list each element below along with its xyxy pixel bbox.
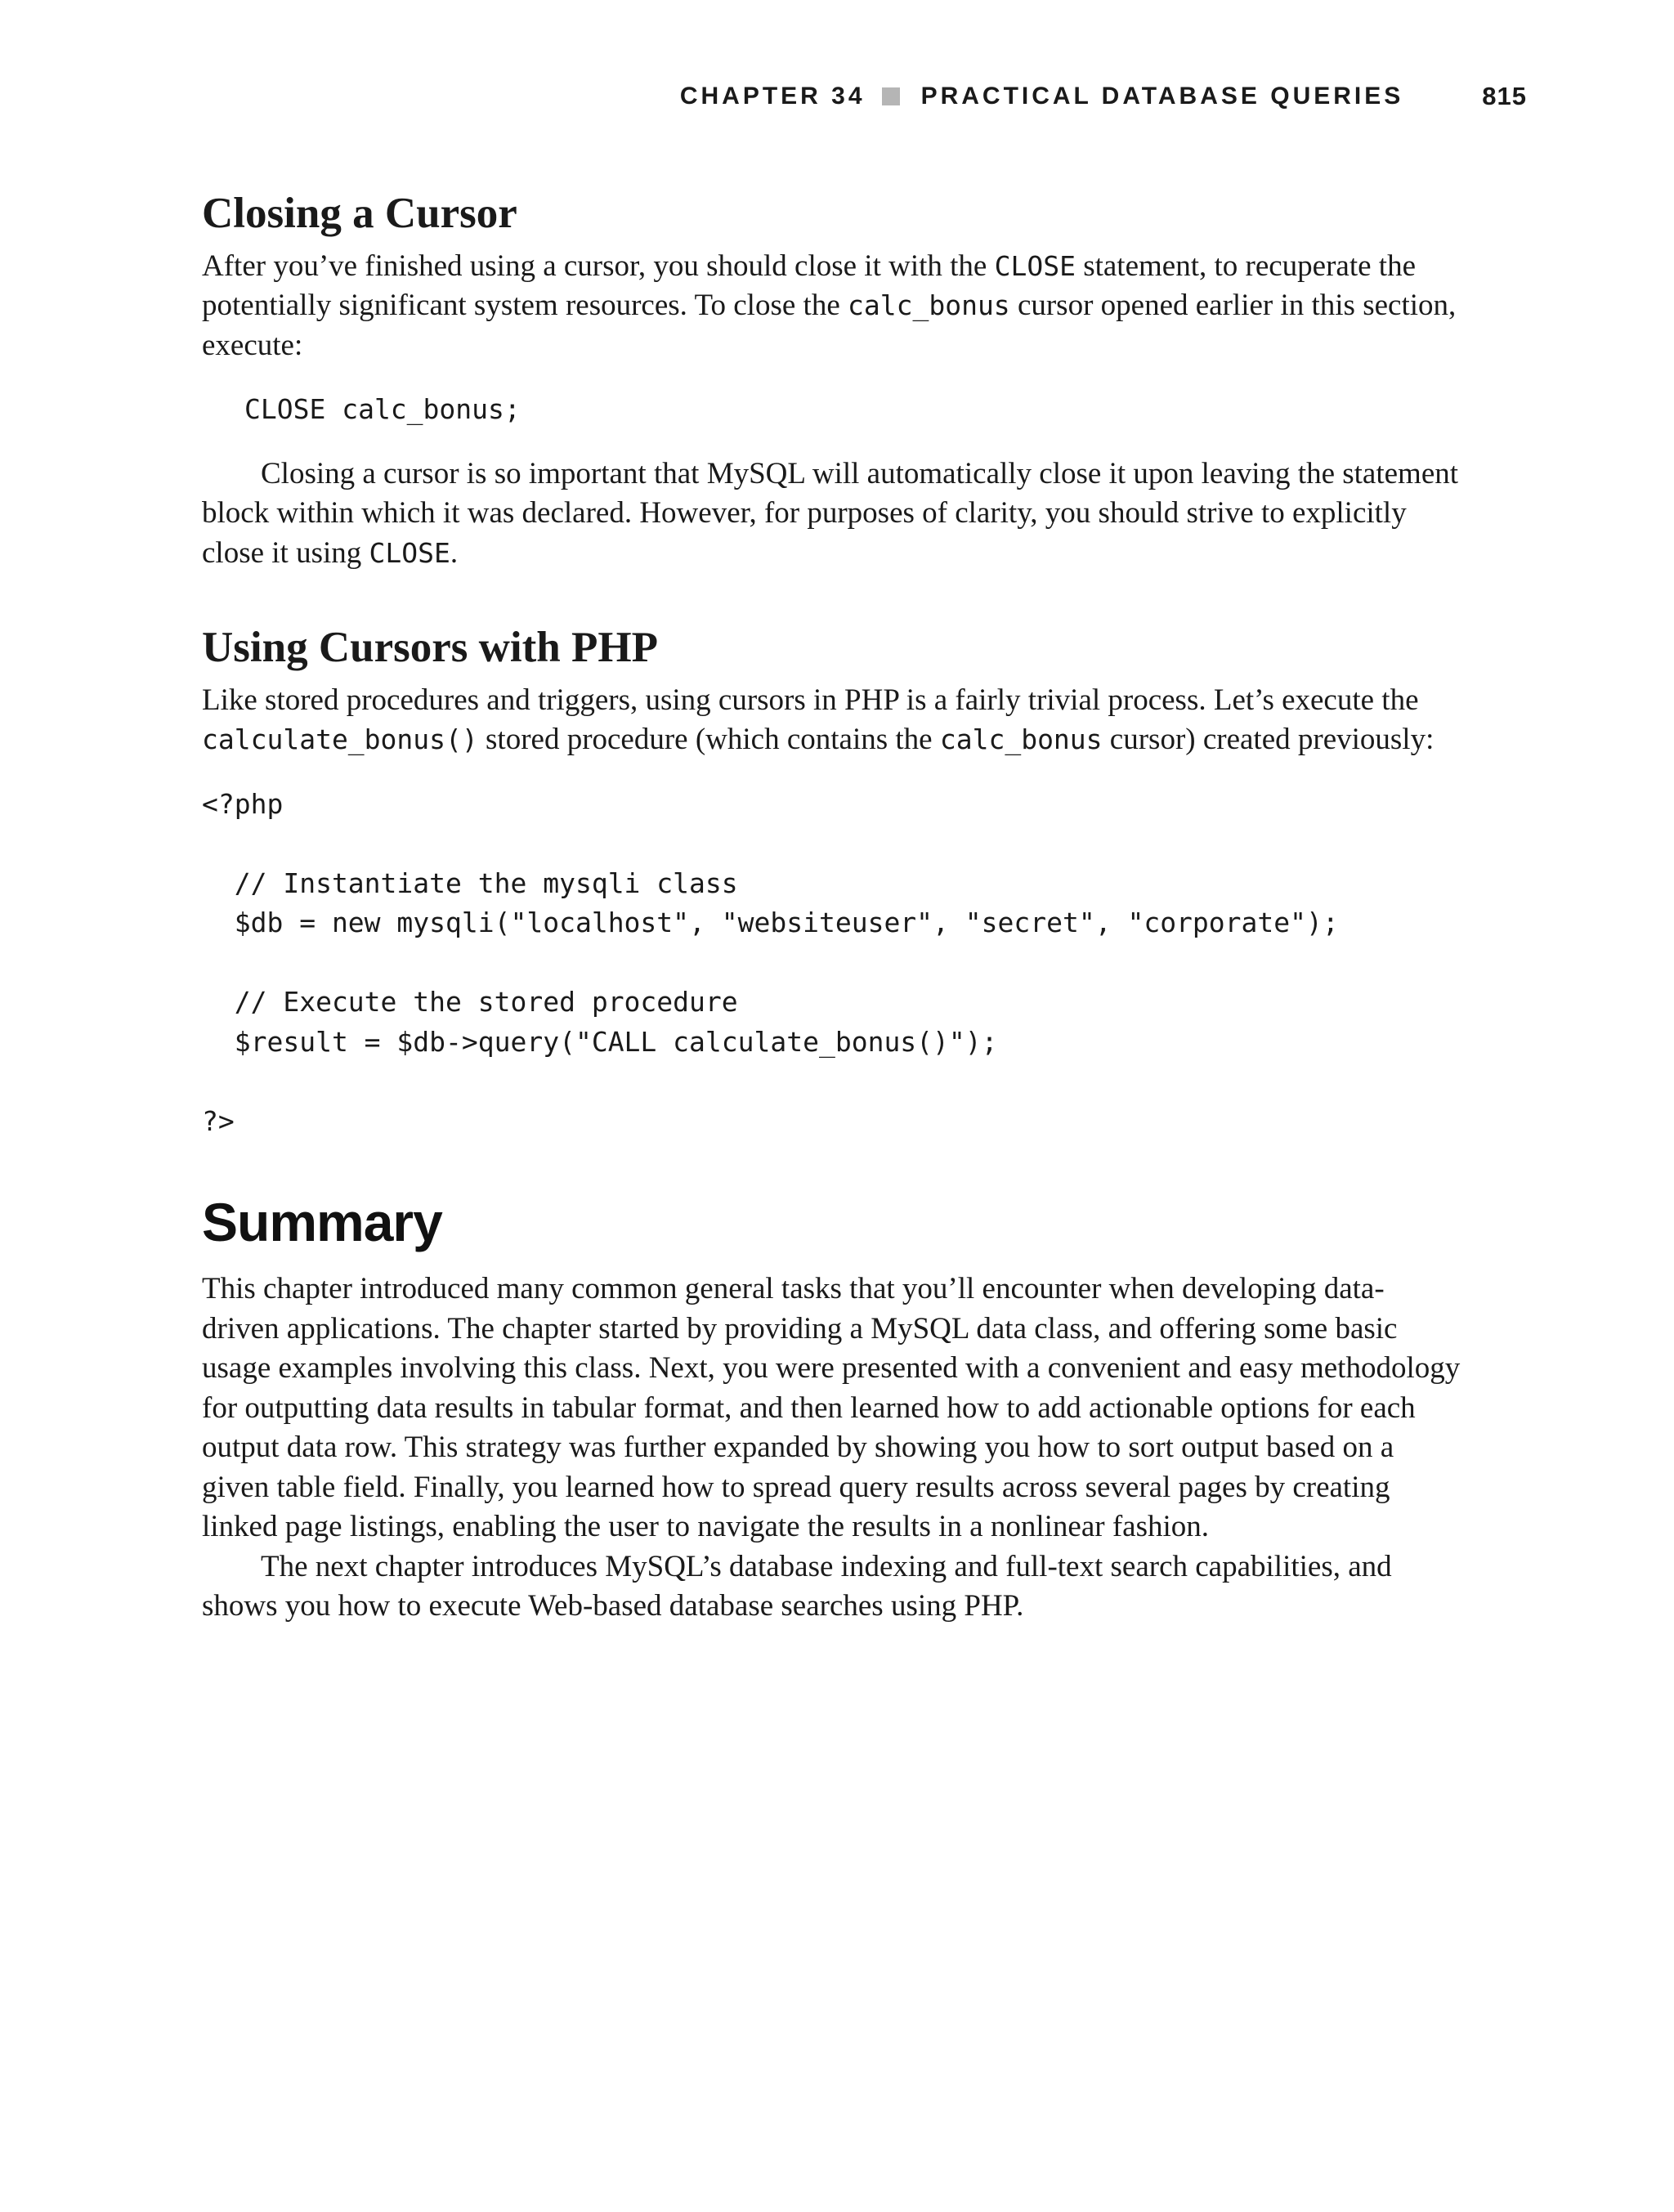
- paragraph-summary-2: The next chapter introduces MySQL’s database indexing and full-text search capabilities, and shows you how to execute Web-based database searches using PHP.: [202, 1549, 1392, 1623]
- chapter-label: CHAPTER 34: [679, 83, 866, 110]
- page-number: 815: [1482, 82, 1527, 110]
- code-block-close-cursor: CLOSE calc_bonus;: [244, 393, 521, 426]
- paragraph-closing-intro: [202, 247, 1461, 366]
- chapter-title: PRACTICAL DATABASE QUERIES: [920, 83, 1404, 110]
- paragraph-using-intro: [202, 681, 1461, 760]
- square-separator-icon: [882, 87, 900, 105]
- text-run: Like stored procedures and triggers, using cursors in PHP is a fairly trivial process. Let’s execute the: [202, 683, 1419, 717]
- text-run: cursor opened earlier in this section, execute:: [202, 289, 1457, 362]
- inline-code: calculate_bonus(): [202, 723, 478, 756]
- text-run: After you’ve finished using a cursor, you should close it with the: [202, 249, 995, 283]
- code-block-php-example: <?php // Instantiate the mysqli class $db = new mysqli("localhost", "websiteuser", "secret", "corporate"); // Execute the stored procedure $result = $db->query("CALL calculate_bonus()"); ?>: [202, 787, 1339, 1137]
- text-run: statement, to recuperate the potentially significant system resources. To close the: [202, 249, 1416, 323]
- inline-code: calc_bonus: [848, 289, 1010, 322]
- text-run: stored procedure (which contains the: [477, 723, 940, 757]
- paragraph-summary-1: This chapter introduced many common general tasks that you’ll encounter when developing data-driven applications. The chapter started by providing a MySQL data class, and offering some basic usage examples involving this class. Next, you were presented with a convenient and easy methodology for outputting data results in tabular format, and then learned how to add actionable options for each output data row. This strategy was further expanded by showing you how to sort output based on a given table field. Finally, you learned how to spread query results across several pages by creating linked page listings, enabling the user to navigate the results in a nonlinear fashion.: [202, 1272, 1461, 1544]
- inline-code: calc_bonus: [939, 723, 1103, 756]
- inline-code: CLOSE: [994, 249, 1076, 282]
- heading-summary: Summary: [202, 1192, 442, 1253]
- heading-using-cursors-with-php: Using Cursors with PHP: [202, 624, 659, 672]
- text-run: .: [450, 535, 459, 570]
- text-run: Closing a cursor is so important that MySQL will automatically close it upon leaving the statement block within which it was declared. However, for purposes of clarity, you should strive to explicitly close it using: [202, 456, 1459, 570]
- text-run: cursor) created previously:: [1102, 723, 1435, 757]
- running-header: [680, 82, 1527, 111]
- paragraph-closing-importance: [202, 454, 1461, 574]
- heading-closing-a-cursor: Closing a Cursor: [202, 190, 517, 237]
- page-content: [202, 184, 1461, 1627]
- inline-code: CLOSE: [369, 536, 450, 569]
